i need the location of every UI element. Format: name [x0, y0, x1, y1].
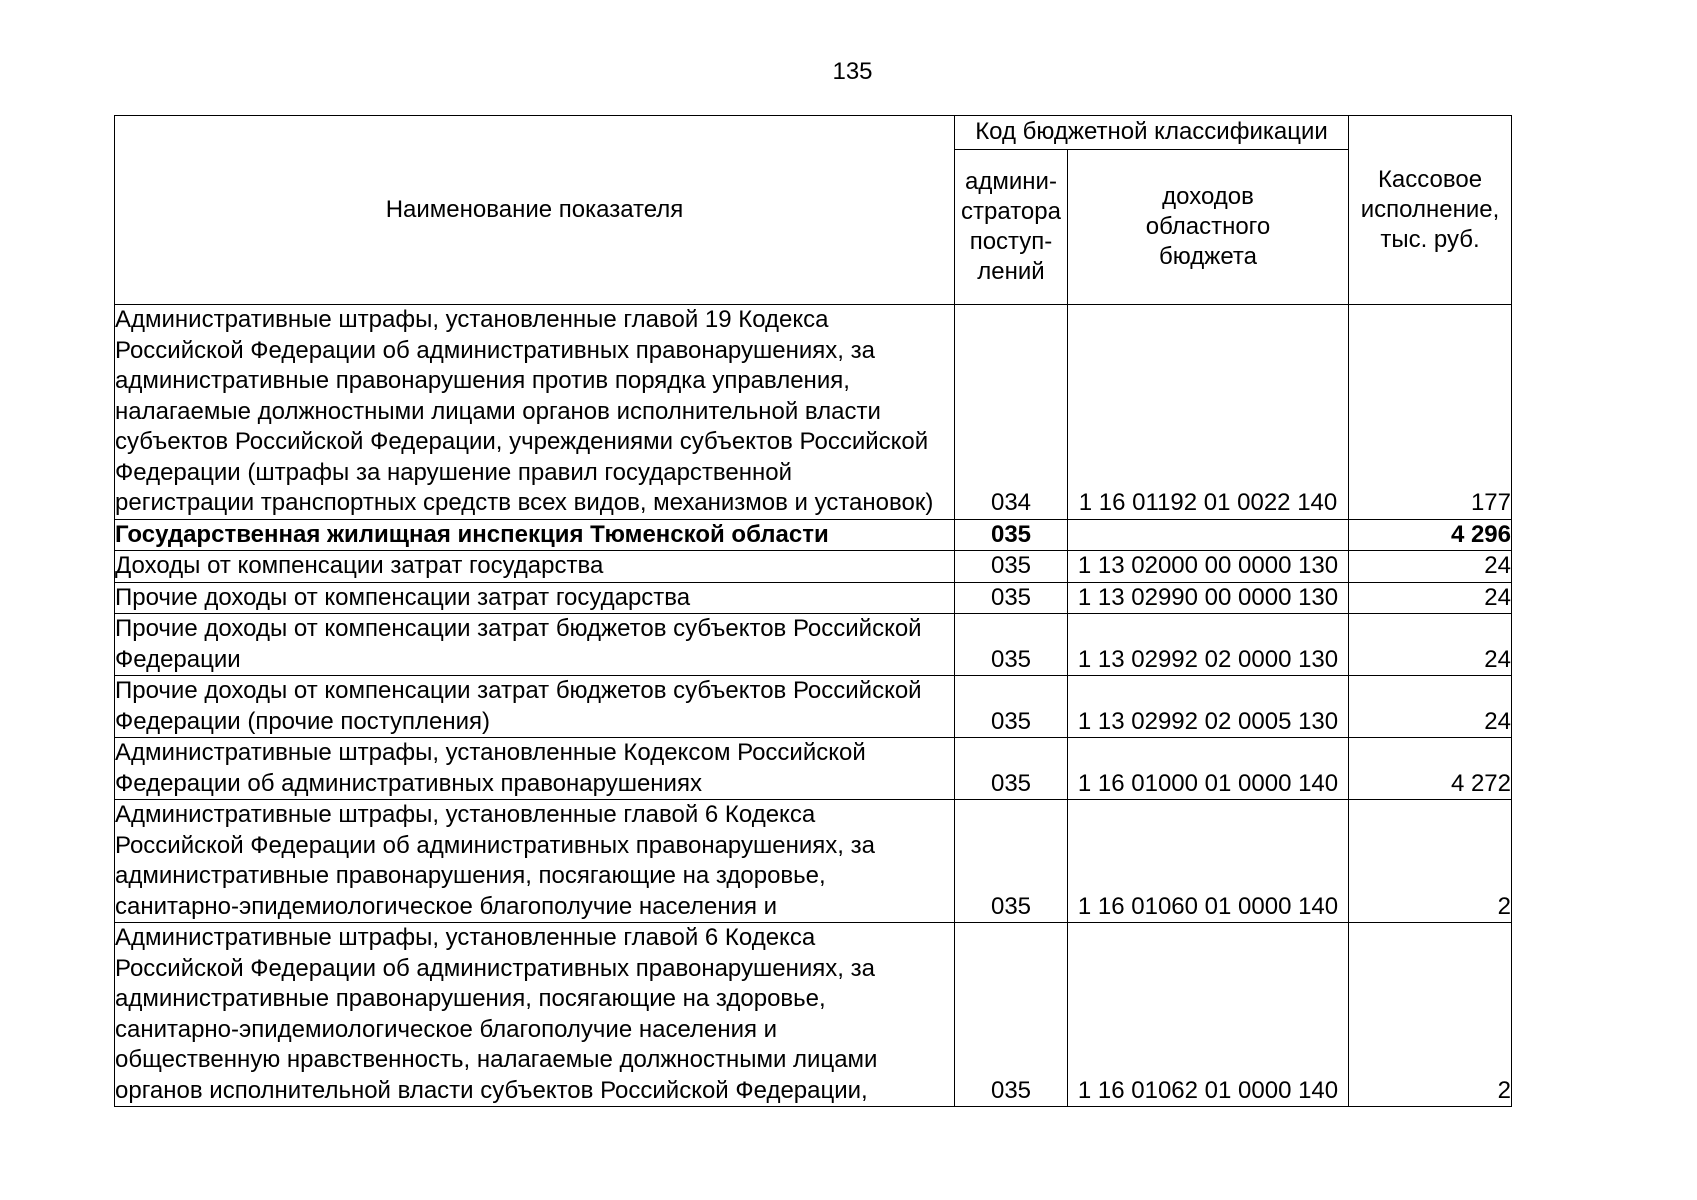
income-code-cell: 1 13 02992 02 0005 130: [1068, 676, 1349, 738]
income-code-cell: [1068, 519, 1349, 551]
header-admin-line: админи-: [965, 168, 1057, 195]
header-admin-line: стратора: [961, 198, 1061, 225]
indicator-name-line: общественную нравственность, налагаемые должностными лицами: [115, 1046, 878, 1073]
indicator-name-line: Федерации: [115, 645, 241, 673]
income-code-cell: 1 13 02992 02 0000 130: [1068, 614, 1349, 676]
header-income-line: бюджета: [1159, 243, 1257, 270]
table-row: [115, 800, 1512, 923]
header-sum-line: тыс. руб.: [1380, 226, 1480, 253]
indicator-name-line: Административные штрафы, установленные главой 19 Кодекса: [115, 306, 829, 333]
indicator-name-line: Федерации (штрафы за нарушение правил государственной: [115, 458, 792, 486]
header-admin-line: поступ-: [969, 228, 1053, 255]
cash-execution-cell: 24: [1349, 676, 1512, 738]
budget-table: [114, 115, 1512, 1107]
indicator-name-line: Прочие доходы от компенсации затрат бюджетов субъектов Российской: [115, 677, 922, 704]
administrator-code-cell: 035: [955, 551, 1068, 583]
header-sum-line: Кассовое: [1377, 166, 1483, 193]
indicator-name-line: санитарно-эпидемиологическое благополучие населения и: [115, 1015, 778, 1043]
administrator-code-cell: 035: [955, 614, 1068, 676]
income-code-cell: 1 16 01000 01 0000 140: [1068, 738, 1349, 800]
administrator-code-cell: 035: [955, 923, 1068, 1107]
indicator-name-line: административные правонарушения, посягающие на здоровье,: [115, 985, 826, 1012]
income-code-cell: 1 16 01062 01 0000 140: [1068, 923, 1349, 1107]
header-cash-execution: [1349, 116, 1512, 305]
indicator-name-line: Административные штрафы, установленные Кодексом Российской: [115, 739, 866, 766]
indicator-name-line: регистрации транспортных средств всех видов, механизмов и установок): [115, 489, 934, 516]
indicator-name-line: Российской Федерации об административных правонарушениях, за: [115, 336, 875, 364]
income-code-cell: 1 13 02990 00 0000 130: [1068, 582, 1349, 614]
cash-execution-cell: 24: [1349, 582, 1512, 614]
header-admin-line: лений: [977, 258, 1045, 285]
administrator-code-cell: 035: [955, 519, 1068, 551]
table-row: [115, 923, 1512, 1107]
indicator-name-cell: [115, 582, 955, 614]
header-income-line: областного: [1145, 213, 1271, 240]
indicator-name-line: Административные штрафы, установленные главой 6 Кодекса: [115, 924, 816, 951]
income-code-cell: 1 16 01060 01 0000 140: [1068, 800, 1349, 923]
indicator-name-cell: [115, 519, 955, 551]
table-row: [115, 614, 1512, 676]
table-row: [115, 738, 1512, 800]
indicator-name-line: Федерации об административных правонарушениях: [115, 769, 702, 797]
table-row: [115, 519, 1512, 551]
indicator-name-cell: [115, 305, 955, 520]
header-regional-income: [1068, 150, 1349, 305]
administrator-code-cell: 034: [955, 305, 1068, 520]
header-administrator: [955, 150, 1068, 305]
cash-execution-cell: 2: [1349, 800, 1512, 923]
indicator-name-line: налагаемые должностными лицами органов исполнительной власти: [115, 397, 881, 425]
indicator-name-cell: [115, 738, 955, 800]
indicator-name-line: Федерации (прочие поступления): [115, 707, 491, 735]
header-classification-code: Код бюджетной классификации: [955, 116, 1349, 150]
cash-execution-cell: 4 296: [1349, 519, 1512, 551]
indicator-name-line: Прочие доходы от компенсации затрат бюджетов субъектов Российской: [115, 615, 922, 642]
indicator-name-line: административные правонарушения, посягающие на здоровье,: [115, 862, 826, 889]
cash-execution-cell: 177: [1349, 305, 1512, 520]
administrator-code-cell: 035: [955, 800, 1068, 923]
income-code-cell: 1 13 02000 00 0000 130: [1068, 551, 1349, 583]
indicator-name-cell: [115, 676, 955, 738]
table-row: [115, 551, 1512, 583]
cash-execution-cell: 24: [1349, 551, 1512, 583]
indicator-name-line: Российской Федерации об административных правонарушениях, за: [115, 831, 875, 859]
header-income-line: доходов: [1162, 183, 1254, 210]
cash-execution-cell: 2: [1349, 923, 1512, 1107]
indicator-name-cell: [115, 800, 955, 923]
indicator-name-cell: [115, 923, 955, 1107]
indicator-name-line: субъектов Российской Федерации, учреждениями субъектов Российской: [115, 428, 929, 455]
indicator-name-cell: [115, 614, 955, 676]
indicator-name-line: Доходы от компенсации затрат государства: [115, 552, 604, 579]
cash-execution-cell: 4 272: [1349, 738, 1512, 800]
table-row: [115, 305, 1512, 520]
table-body: [115, 305, 1512, 1107]
administrator-code-cell: 035: [955, 582, 1068, 614]
table-row: [115, 582, 1512, 614]
indicator-name-line: органов исполнительной власти субъектов Российской Федерации,: [115, 1076, 868, 1104]
income-code-cell: 1 16 01192 01 0022 140: [1068, 305, 1349, 520]
indicator-name-line: Российской Федерации об административных правонарушениях, за: [115, 954, 875, 982]
indicator-name-line: Прочие доходы от компенсации затрат государства: [115, 583, 691, 611]
administrator-code-cell: 035: [955, 676, 1068, 738]
indicator-name-line: Административные штрафы, установленные главой 6 Кодекса: [115, 801, 816, 828]
indicator-name-line: санитарно-эпидемиологическое благополучие населения и: [115, 892, 778, 920]
indicator-name-cell: [115, 551, 955, 583]
header-indicator-name: Наименование показателя: [115, 116, 955, 305]
administrator-code-cell: 035: [955, 738, 1068, 800]
indicator-name-line: административные правонарушения против порядка управления,: [115, 367, 850, 394]
table-row: [115, 676, 1512, 738]
indicator-name-line: Государственная жилищная инспекция Тюменской области: [115, 520, 829, 548]
table-header: [115, 116, 1512, 305]
header-sum-line: исполнение,: [1360, 196, 1500, 223]
cash-execution-cell: 24: [1349, 614, 1512, 676]
page-number: 135: [832, 58, 873, 85]
